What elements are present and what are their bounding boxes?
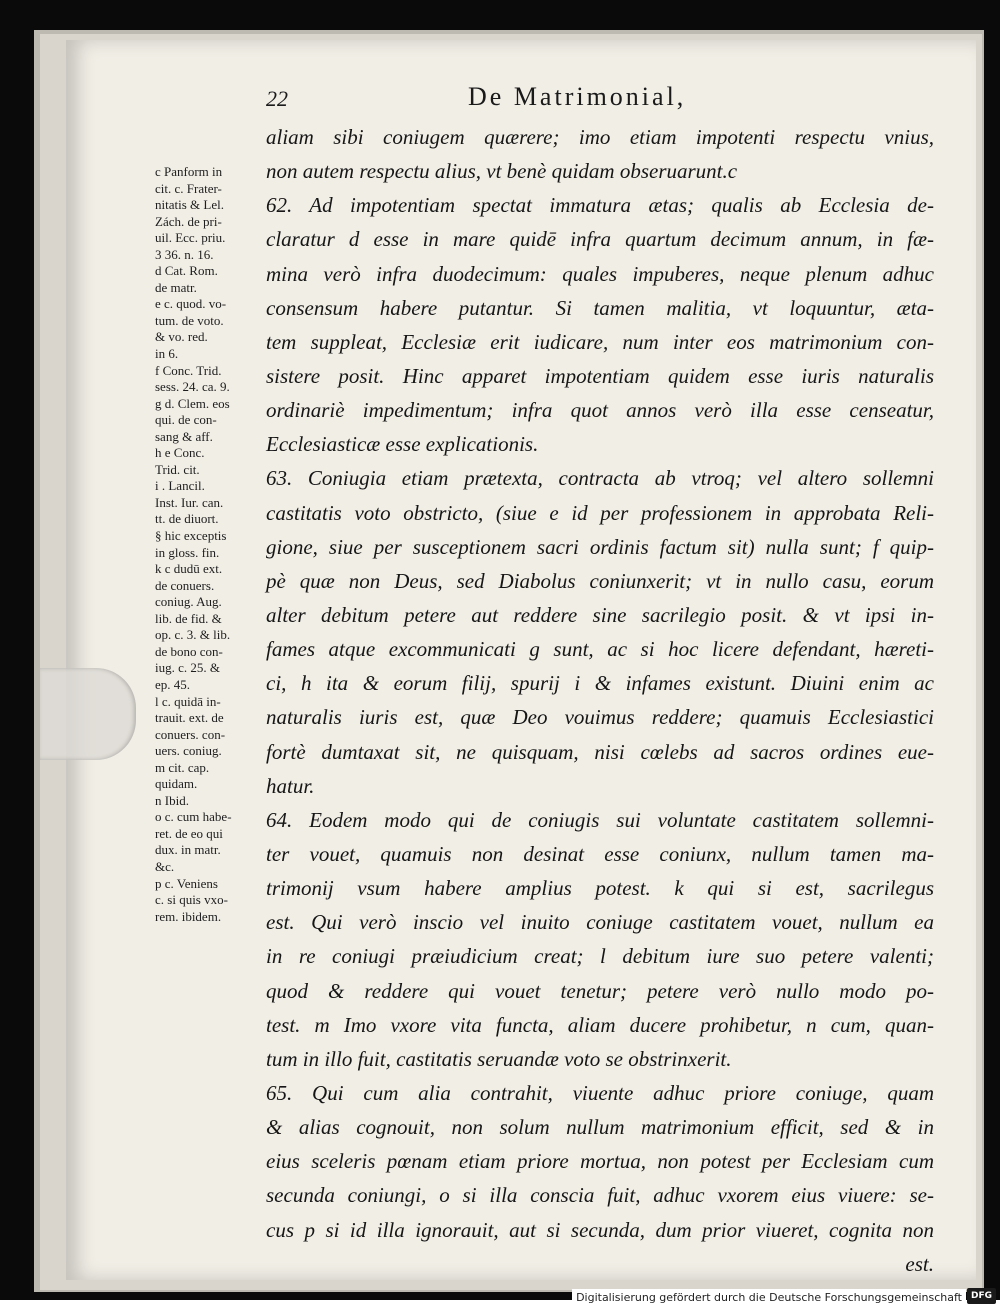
margin-note-line: ep. 45. bbox=[155, 676, 191, 692]
margin-note-line: o c. cum habe- bbox=[155, 809, 232, 825]
running-head: De Matrimonial, bbox=[468, 82, 687, 111]
margin-note-line: de bono con- bbox=[155, 643, 223, 659]
margin-note-line: Inst. Iur. can. bbox=[155, 494, 224, 510]
text-line: ci, h ita & eorum filij, spurij i & infames existunt. Diuini enim ac bbox=[266, 671, 934, 696]
margin-note-line: d Cat. Rom. bbox=[155, 263, 218, 279]
dfg-logo: DFG bbox=[967, 1288, 996, 1304]
margin-note-line: rem. ibidem. bbox=[155, 908, 222, 924]
body-text bbox=[266, 120, 934, 1281]
margin-note-line: coniug. Aug. bbox=[155, 594, 222, 610]
margin-note-line: tum. de voto. bbox=[155, 312, 224, 328]
text-line: sistere posit. Hinc apparet impotentiam quidem esse iuris naturalis bbox=[266, 363, 934, 388]
margin-note-line: uil. Ecc. priu. bbox=[155, 230, 226, 246]
text-line: est. Qui verò inscio vel inuito coniuge castitatem vouet, nullum ea bbox=[266, 910, 934, 935]
text-line: non autem respectu alius, vt benè quidam obseruarunt.c bbox=[266, 159, 738, 184]
margin-note-line: f Conc. Trid. bbox=[155, 362, 222, 378]
text-line: claratur d esse in mare quidē infra quartum decimum annum, in fæ- bbox=[266, 227, 934, 252]
margin-note-line: e c. quod. vo- bbox=[155, 296, 227, 312]
margin-note-line: tt. de diuort. bbox=[155, 511, 219, 527]
margin-note-line: quidam. bbox=[155, 776, 198, 792]
margin-note-line: nitatis & Lel. bbox=[155, 197, 224, 213]
margin-note-line: l c. quidā in- bbox=[155, 693, 221, 709]
text-line: tum in illo fuit, castitatis seruandæ voto se obstrinxerit. bbox=[266, 1046, 732, 1071]
text-line: fortè dumtaxat sit, ne quisquam, nisi cœlebs ad sacros ordines eue- bbox=[266, 739, 934, 764]
text-line: pè quæ non Deus, sed Diabolus coniunxerit; vt in nullo casu, eorum bbox=[266, 568, 934, 593]
text-line: quod & reddere qui vouet tenetur; petere verò nullo modo po- bbox=[266, 978, 934, 1003]
text-line: 64. Eodem modo qui de coniugis sui voluntate castitatem sollemni- bbox=[266, 807, 934, 832]
margin-note-line: cit. c. Frater- bbox=[155, 180, 222, 196]
text-line: test. m Imo vxore vita functa, aliam ducere prohibetur, n cum, quan- bbox=[266, 1012, 934, 1037]
text-line: 63. Coniugia etiam prætexta, contracta ab vtroq; vel altero sollemni bbox=[266, 466, 934, 491]
text-line: gione, siue per susceptionem sacri ordinis factum sit) nulla sunt; f quip- bbox=[266, 534, 934, 559]
text-line: 65. Qui cum alia contrahit, viuente adhuc priore coniuge, quam bbox=[266, 1080, 934, 1105]
margin-note-line: Trid. cit. bbox=[155, 461, 200, 477]
margin-note-line: i . Lancil. bbox=[155, 478, 205, 494]
text-line: consensum habere putantur. Si tamen malitia, vt loquuntur, æta- bbox=[266, 295, 934, 320]
page-number: 22 bbox=[266, 86, 288, 111]
margin-note-line: & vo. red. bbox=[155, 329, 208, 345]
text-line: in re coniugi præiudicium creat; l debitum iure suo petere valenti; bbox=[266, 944, 934, 969]
text-line: naturalis iuris est, quæ Deo vouimus reddere; quamuis Ecclesiastici bbox=[266, 705, 934, 730]
text-line: aliam sibi coniugem quærere; imo etiam impotenti respectu vnius, bbox=[266, 125, 934, 149]
margin-note-line: iug. c. 25. & bbox=[155, 660, 220, 676]
margin-note-line: § hic exceptis bbox=[155, 528, 227, 544]
margin-note-line: dux. in matr. bbox=[155, 842, 221, 858]
margin-note-line: Zách. de pri- bbox=[155, 213, 222, 229]
text-line: 62. Ad impotentiam spectat immatura ætas; qualis ab Ecclesia de- bbox=[266, 193, 934, 218]
margin-note-line: g d. Clem. eos bbox=[155, 395, 230, 411]
text-line: ter vouet, quamuis non desinat esse coniunx, nullum tamen ma- bbox=[266, 841, 934, 866]
margin-notes bbox=[155, 164, 267, 925]
margin-note-line: in gloss. fin. bbox=[155, 544, 220, 560]
margin-note-line: m cit. cap. bbox=[155, 759, 210, 775]
text-line: tem suppleat, Ecclesiæ erit iudicare, num inter eos matrimonium con- bbox=[266, 329, 934, 354]
margin-note-line: conuers. con- bbox=[155, 726, 226, 742]
text-line: cus p si id illa ignorauit, aut si secunda, dum prior viueret, cognita non bbox=[266, 1217, 934, 1242]
text-line: mina verò infra duodecimum: quales impuberes, neque plenum adhuc bbox=[266, 261, 934, 286]
margin-note-line: de matr. bbox=[155, 279, 197, 295]
margin-note-line: qui. de con- bbox=[155, 412, 217, 428]
text-line: alter debitum petere aut reddere sine sacrilegio posit. & vt ipsi in- bbox=[266, 602, 934, 627]
text-line: & alias cognouit, non solum nullum matrimonium efficit, sed & in bbox=[266, 1115, 934, 1140]
text-line: hatur. bbox=[266, 773, 315, 798]
footer-credit: Digitalisierung gefördert durch die Deutsche Forschungsgemeinschaft bbox=[572, 1289, 966, 1306]
margin-note-line: sang & aff. bbox=[155, 428, 213, 444]
margin-note-line: c. si quis vxo- bbox=[155, 892, 228, 908]
margin-note-line: in 6. bbox=[155, 346, 179, 362]
margin-note-line: c Panform in bbox=[155, 164, 223, 179]
margin-note-line: trauit. ext. de bbox=[155, 710, 224, 726]
margin-note-line: lib. de fid. & bbox=[155, 610, 222, 626]
margin-note-line: h e Conc. bbox=[155, 445, 205, 461]
text-line: eius sceleris pœnam etiam priore mortua, non potest per Ecclesiam cum bbox=[266, 1149, 934, 1174]
margin-note-line: de conuers. bbox=[155, 577, 215, 593]
text-line: ordinariè impedimentum; infra quot annos verò illa esse censeatur, bbox=[266, 398, 934, 423]
margin-note-line: ret. de eo qui bbox=[155, 825, 223, 841]
margin-note-line: 3 36. n. 16. bbox=[155, 246, 214, 262]
margin-note-line: n Ibid. bbox=[155, 792, 189, 808]
margin-note-line: p c. Veniens bbox=[155, 875, 218, 891]
margin-note-line: &c. bbox=[155, 858, 175, 874]
margin-note-line: op. c. 3. & lib. bbox=[155, 627, 231, 643]
text-line: secunda coniungi, o si illa conscia fuit, adhuc vxorem eius viuere: se- bbox=[266, 1183, 934, 1208]
margin-note-line: uers. coniug. bbox=[155, 743, 222, 759]
text-line: trimonij vsum habere amplius potest. k qui si est, sacrilegus bbox=[266, 876, 934, 901]
text-line: fames atque excommunicati g sunt, ac si hoc licere defendant, hæreti- bbox=[266, 637, 934, 662]
text-line: castitatis voto obstricto, (siue e id per professionem in approbata Reli- bbox=[266, 500, 934, 525]
text-line: Ecclesiasticæ esse explicationis. bbox=[266, 432, 539, 457]
text-line: est. bbox=[905, 1251, 934, 1276]
margin-note-line: sess. 24. ca. 9. bbox=[155, 379, 230, 395]
margin-note-line: k c dudū ext. bbox=[155, 561, 223, 577]
page-tab-marker bbox=[40, 668, 136, 760]
